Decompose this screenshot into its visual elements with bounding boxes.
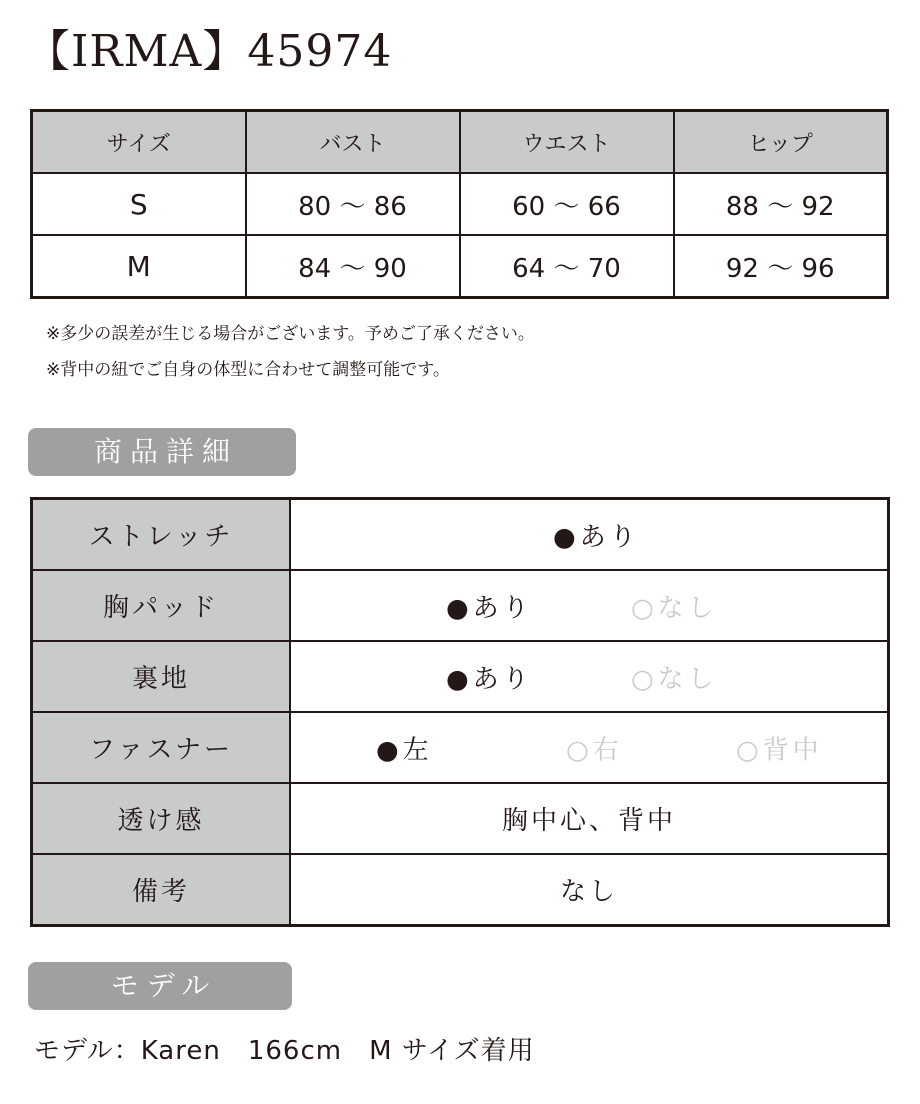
table-row [32, 783, 889, 854]
table-row [32, 712, 889, 783]
detail-value-chest-pad [290, 570, 889, 641]
detail-value-sheer: 胸中心、背中 [290, 783, 889, 854]
option-unselected: ○背中 [736, 735, 823, 765]
table-row [32, 854, 889, 926]
product-detail-table [30, 497, 890, 927]
hip-value: 88 ～ 92 [674, 173, 888, 235]
detail-label-lining: 裏地 [32, 641, 291, 712]
table-row [32, 173, 888, 235]
detail-label-fastener: ファスナー [32, 712, 291, 783]
section-label-product-details: 商品詳細 [28, 428, 296, 476]
page-title: 【IRMA】45974 [26, 26, 393, 77]
bust-value: 84 ～ 90 [246, 235, 460, 298]
detail-value-fastener [290, 712, 889, 783]
waist-value: 60 ～ 66 [460, 173, 674, 235]
table-row [32, 570, 889, 641]
model-info: モデル：Karen 166cm M サイズ着用 [34, 1036, 535, 1066]
detail-label-sheer: 透け感 [32, 783, 291, 854]
detail-label-stretch: ストレッチ [32, 499, 291, 571]
detail-label-chest-pad: 胸パッド [32, 570, 291, 641]
note-adjustable: ※背中の紐でご自身の体型に合わせて調整可能です。 [46, 360, 450, 380]
bust-value: 80 ～ 86 [246, 173, 460, 235]
table-row [32, 235, 888, 298]
option-selected: ●左 [376, 735, 433, 765]
size-notes [46, 316, 535, 388]
option-selected: ●あり [446, 593, 533, 623]
size-table-header-row [32, 111, 888, 174]
option-unselected: ○なし [631, 664, 718, 694]
option-selected: ●あり [446, 664, 533, 694]
detail-value-remarks: なし [290, 854, 889, 926]
size-table [30, 109, 889, 299]
option-unselected: ○なし [631, 593, 718, 623]
header-hip: ヒップ [674, 111, 888, 174]
detail-label-remarks: 備考 [32, 854, 291, 926]
size-label: M [32, 235, 246, 298]
option-unselected: ○右 [566, 735, 623, 765]
note-measurement-error: ※多少の誤差が生じる場合がございます。予めご了承ください。 [46, 324, 535, 344]
table-row [32, 499, 889, 571]
waist-value: 64 ～ 70 [460, 235, 674, 298]
detail-value-lining [290, 641, 889, 712]
hip-value: 92 ～ 96 [674, 235, 888, 298]
size-label: S [32, 173, 246, 235]
header-waist: ウエスト [460, 111, 674, 174]
table-row [32, 641, 889, 712]
section-label-model: モデル [28, 962, 292, 1010]
header-size: サイズ [32, 111, 246, 174]
option-selected: ●あり [553, 522, 640, 552]
detail-value-stretch [290, 499, 889, 571]
header-bust: バスト [246, 111, 460, 174]
